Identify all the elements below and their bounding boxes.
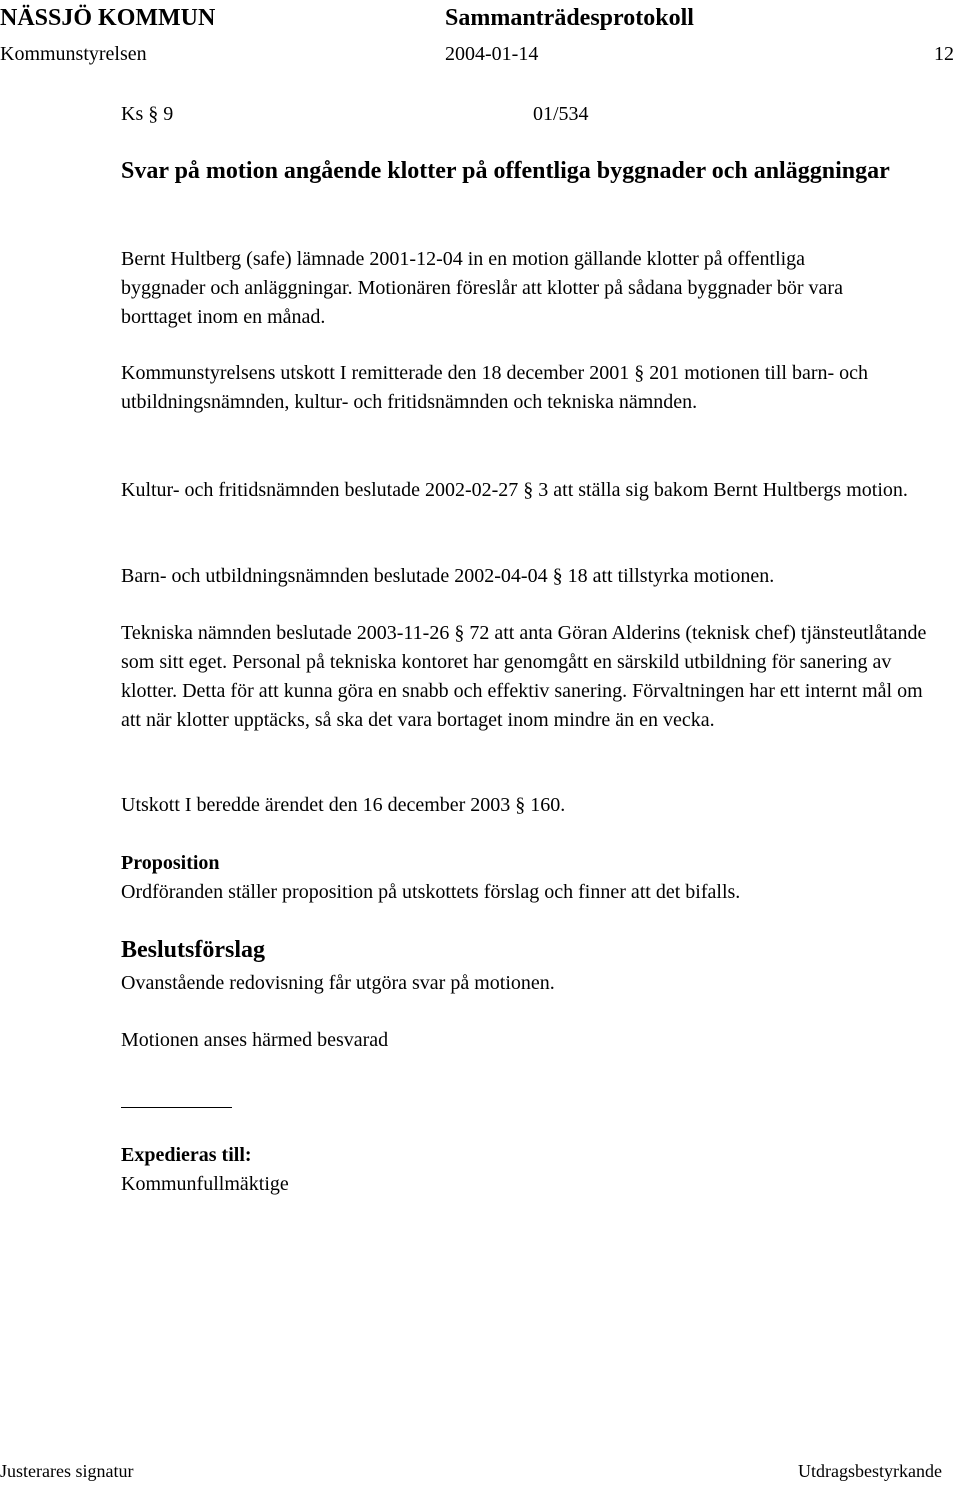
paragraph-remittance: Kommunstyrelsens utskott I remitterade den 18 december 2001 § 201 motionen till barn- och utbildningsnämnden, kultur- och fritidsnämnden och tekniska nämnden. bbox=[121, 362, 869, 413]
footer-certification-label: Utdragsbestyrkande bbox=[798, 1461, 942, 1481]
document-type: Sammanträdesprotokoll bbox=[445, 5, 694, 31]
divider-line bbox=[121, 1107, 232, 1108]
paragraph-kultur: Kultur- och fritidsnämnden beslutade 2002-02-27 § 3 att ställa sig bakom Bernt Hultbergs motion. bbox=[121, 479, 908, 501]
municipality-name: NÄSSJÖ KOMMUN bbox=[0, 5, 216, 31]
beslutsforslag-heading: Beslutsförslag bbox=[121, 937, 265, 963]
board-name: Kommunstyrelsen bbox=[0, 43, 147, 65]
beslutsforslag-text: Ovanstående redovisning får utgöra svar på motionen. bbox=[121, 972, 555, 994]
proposition-text: Ordföranden ställer proposition på utskottets förslag och finner att det bifalls. bbox=[121, 881, 741, 903]
paragraph-motion: Bernt Hultberg (safe) lämnade 2001-12-04 in en motion gällande klotter på offentliga byggnader och anläggningar. Motionären föreslår att klotter på sådana byggnader bör vara borttaget inom en månad. bbox=[121, 248, 843, 328]
page-number: 12 bbox=[934, 43, 954, 65]
footer-signature-label: Justerares signatur bbox=[0, 1461, 134, 1481]
paragraph-tekniska: Tekniska nämnden beslutade 2003-11-26 § 72 att anta Göran Alderins (teknisk chef) tjänsteutlåtande som sitt eget. Personal på tekniska kontoret har genomgått en särskild utbildning för sanering av klotter. Detta för att kunna göra en snabb och effektiv sanering. Förvaltningen har ett internt mål om att när klotter upptäcks, så ska det vara bortaget inom mindre än en vecka. bbox=[121, 622, 927, 731]
conclusion-text: Motionen anses härmed besvarad bbox=[121, 1029, 389, 1051]
meeting-date: 2004-01-14 bbox=[445, 43, 539, 65]
diary-number: 01/534 bbox=[533, 103, 589, 125]
expedieras-heading: Expedieras till: bbox=[121, 1144, 252, 1166]
proposition-heading: Proposition bbox=[121, 852, 220, 874]
paragraph-utskott: Utskott I beredde ärendet den 16 december 2003 § 160. bbox=[121, 794, 566, 816]
case-number: Ks § 9 bbox=[121, 103, 174, 125]
document-title: Svar på motion angående klotter på offentliga byggnader och anläggningar bbox=[121, 158, 890, 184]
paragraph-barn: Barn- och utbildningsnämnden beslutade 2002-04-04 § 18 att tillstyrka motionen. bbox=[121, 565, 775, 587]
expedieras-recipient: Kommunfullmäktige bbox=[121, 1173, 289, 1195]
